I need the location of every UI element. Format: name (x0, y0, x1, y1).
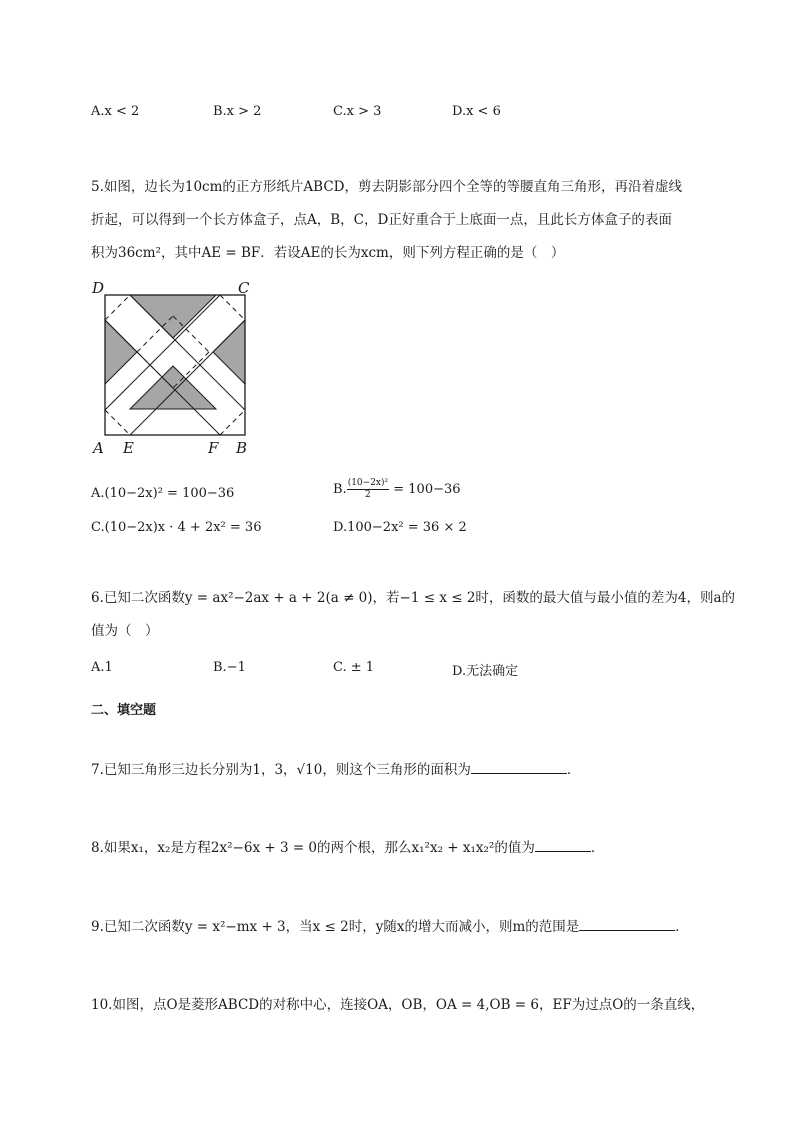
q5-option-b: B. $\frac{\text{(10−2x)²}}{2}$ = 100−36 (333, 478, 461, 500)
q9-line: 9.已知二次函数y = x²−mx + 3，当x ≤ 2时，y随x的增大而减小，则m的范围是 ． (91, 919, 689, 935)
shaded-triangle-right (213, 320, 245, 384)
q6-line-1: 6.已知二次函数y = ax²−2ax + a + 2(a ≠ 0)，若−1 ≤ x ≤ 2时，函数的最大值与最小值的差为4，则a的 (91, 590, 736, 606)
q6-option-b: B.−1 (213, 660, 246, 675)
q8-line: 8.如果x₁，x₂是方程2x²−6x + 3 = 0的两个根，那么x₁²x₂ + x₁x₂²的值为 ． (91, 840, 605, 856)
q6-option-d: D.无法确定 (452, 664, 519, 679)
label-c: C (238, 279, 250, 297)
q5-option-c: C.(10−2x)x · 4 + 2x² = 36 (91, 520, 262, 535)
q5-line-2: 折起，可以得到一个长方体盒子，点A，B，C，D正好重合于上底面一点，且此长方体盒子的表面 (91, 212, 672, 228)
q5-figure (88, 278, 268, 460)
q7-answer-blank (471, 761, 567, 774)
q6-option-a: A.1 (91, 660, 113, 675)
q5-line-3: 积为36cm²，其中AE = BF．若设AE的长为xcm，则下列方程正确的是（ ） (91, 245, 565, 261)
section-title-fill-in: 二、填空题 (91, 703, 157, 718)
label-b: B (236, 439, 248, 457)
q5-option-a: A.(10−2x)² = 100−36 (91, 486, 235, 501)
q4-option-c: C.x > 3 (333, 104, 382, 119)
label-e: E (123, 439, 134, 457)
label-d: D (92, 279, 105, 297)
diagonal-line-3 (105, 320, 220, 435)
q6-line-2: 值为（ ） (91, 623, 159, 639)
shaded-triangle-left (105, 320, 137, 384)
q8-answer-blank (535, 839, 591, 852)
label-f: F (208, 439, 219, 457)
q4-option-a: A.x < 2 (91, 104, 140, 119)
q5-line-1: 5.如图，边长为10cm的正方形纸片ABCD，剪去阴影部分四个全等的等腰直角三角形，再沿着虚线 (91, 179, 682, 195)
q6-option-c: C. ± 1 (333, 660, 375, 675)
q4-option-d: D.x < 6 (452, 104, 501, 119)
q7-line: 7.已知三角形三边长分别为1，3，√10，则这个三角形的面积为 ． (91, 762, 581, 778)
label-a: A (93, 439, 104, 457)
q4-option-b: B.x > 2 (213, 104, 262, 119)
q5-option-d: D.100−2x² = 36 × 2 (333, 520, 467, 535)
diagonal-line-1 (130, 320, 245, 435)
q10-line-1: 10.如图，点O是菱形ABCD的对称中心，连接OA，OB，OA = 4,OB = 6，EF为过点O的一条直线， (91, 997, 705, 1013)
q9-answer-blank (579, 918, 675, 931)
